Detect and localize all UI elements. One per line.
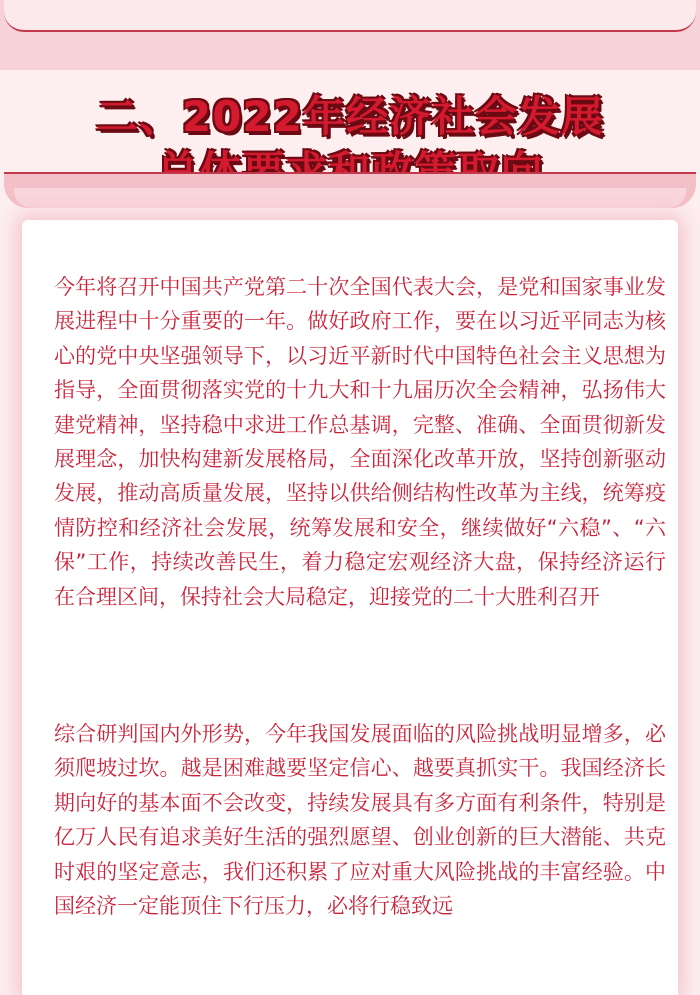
paragraph-2: 综合研判国内外形势，今年我国发展面临的风险挑战明显增多，必须爬坡过坎。越是困难越要坚定信心、越要真抓实干。我国经济长期向好的基本面不会改变，持续发展具有多方面有利条件，特别是亿万人民有追求美好生活的强烈愿望、创业创新的巨大潜能、共克时艰的坚定意志，我们还积累了应对重大风险挑战的丰富经验。中国经济一定能顶住下行压力，必将行稳致远 (54, 722, 666, 919)
title-base-inner (14, 188, 686, 208)
paragraph-1: 今年将召开中国共产党第二十次全国代表大会，是党和国家事业发展进程中十分重要的一年。做好政府工作，要在以习近平同志为核心的党中央坚强领导下，以习近平新时代中国特色社会主义思想为指导，全面贯彻落实党的十九大和十九届历次全会精神，弘扬伟大建党精神，坚持稳中求进工作总基调，完整、准确、全面贯彻新发展理念，加快构建新发展格局，全面深化改革开放，坚持创新驱动发展，推动高质量发展，坚持以供给侧结构性改革为主线，统筹疫情防控和经济社会发展，统筹发展和安全，继续做好“六稳”、“六保”工作，持续改善民生，着力稳定宏观经济大盘，保持经济运行在合理区间，保持社会大局稳定，迎接党的二十大胜利召开 (54, 275, 666, 609)
title-base-ribbon (4, 172, 696, 208)
top-decor-band (0, 0, 700, 70)
top-decor-curve (4, 0, 696, 32)
title-line-1: 二、2022年经济社会发展 (96, 92, 604, 141)
content-card (22, 220, 678, 995)
